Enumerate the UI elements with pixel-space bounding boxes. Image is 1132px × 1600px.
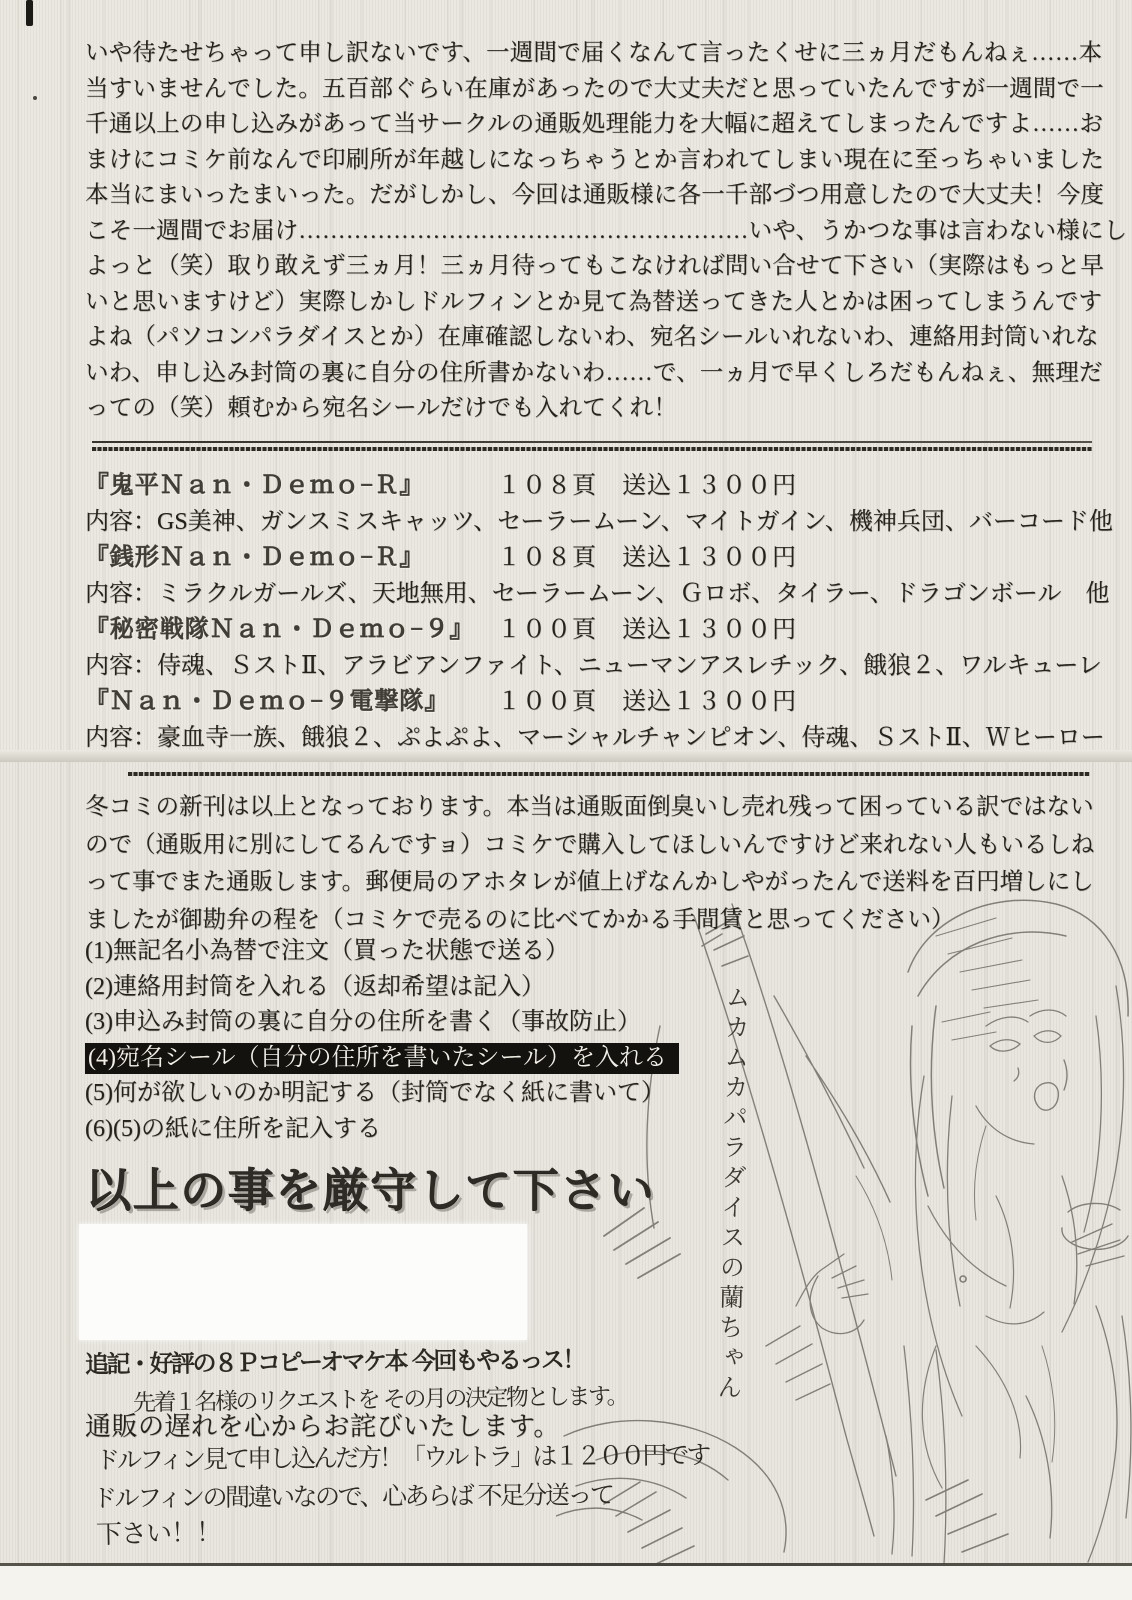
intro-line: いわ、申し込み封筒の裏に自分の住所書かないわ……で、一ヵ月で早くしろだもんねぇ、無理だ	[85, 359, 1103, 386]
intro-line: いと思いますけど）実際しかしドルフィンとか見て為替送ってきた人とかは困ってしまうんです	[85, 288, 1103, 315]
catalog-spec: １００頁 送込１３００円	[497, 689, 797, 715]
divider-dashed-line	[92, 447, 1092, 451]
intro-line: こそ一週間でお届け…………………………………………………いや、うかつな事は言わない様にし	[85, 217, 1128, 244]
order-step-3	[85, 1005, 679, 1041]
intro-line: 千通以上の申し込みがあって当サークルの通販処理能力を大幅に超えてしまったんですよ……お	[85, 111, 1104, 137]
apology-line: 通販の遅れを心からお詫びいたします。	[85, 1412, 560, 1441]
order-step-2-text: (2)連絡用封筒を入れる（返却希望は記入）	[85, 973, 545, 1000]
catalog-spec: １０８頁 送込１３００円	[497, 473, 797, 499]
catalog-spec: １０８頁 送込１３００円	[497, 545, 797, 571]
postscript-note-line1: 追記・好評の８Ｐコピーオマケ本 今回もやるっス！	[84, 1345, 585, 1379]
order-steps	[85, 934, 679, 1147]
intro-line: よっと（笑）取り敢えず三ヵ月！三ヵ月待ってもこなければ問い合せて下さい（実際はもっと早	[85, 253, 1105, 279]
scan-artifact-speck	[33, 96, 37, 100]
catalog-item-title-row	[85, 540, 1099, 576]
dolphin-note-line3: 下さい！！	[95, 1517, 222, 1551]
catalog-item-title-row	[85, 468, 1099, 504]
order-step-4-highlighted	[85, 1041, 679, 1077]
order-step-4-text: (4)宛名シール（自分の住所を書いたシール）を入れる	[85, 1043, 679, 1074]
strict-notice-heading: 以上の事を厳守して下さい	[85, 1164, 655, 1216]
mailorder-line: 冬コミの新刊は以上となっております。本当は通販面倒臭いし売れ残って困っている訳ではない	[85, 794, 1094, 820]
catalog-title: 『銭形Ｎａｎ・Ｄｅｍｏ−Ｒ』	[85, 545, 425, 571]
catalog-contents: 内容：ミラクルガールズ、天地無用、セーラームーン、Ｇロボ、タイラー、ドラゴンボール 他	[85, 581, 1110, 607]
catalog-contents: 内容：豪血寺一族、餓狼２、ぷよぷよ、マーシャルチャンピオン、侍魂、ＳストⅡ、Ｗヒーロー	[85, 725, 1105, 751]
mailorder-paragraph	[85, 789, 1105, 939]
catalog-list	[85, 468, 1113, 756]
catalog-item-title-row	[85, 612, 1099, 648]
mailorder-line: って事でまた通販します。郵便局のアホタレが値上げなんかしやがったんで送料を百円増しにし	[85, 869, 1094, 895]
intro-line: よね（パソコンパラダイスとか）在庫確認しないわ、宛名シールいれないわ、連絡用封筒いれな	[85, 324, 1099, 350]
catalog-title: 『Ｎａｎ・Ｄｅｍｏ−９電撃隊』	[85, 689, 450, 715]
order-step-6	[85, 1112, 679, 1148]
divider-rule-top	[92, 441, 1092, 453]
intro-line: 本当にまいったまいった。だがしかし、今回は通販様に各一千部づつ用意したので大丈夫！今度	[85, 182, 1105, 208]
scan-artifact-mark	[26, 0, 33, 26]
order-step-5-text: (5)何が欲しいのか明記する（封筒でなく紙に書いて）	[85, 1080, 665, 1106]
intro-line: 当すいませんでした。五百部ぐらい在庫があったので大丈夫だと思っていたんですが一週間で一	[85, 75, 1104, 102]
divider-rule-bottom	[128, 772, 1090, 776]
mailorder-line: ましたが御勘弁の程を（コミケで売るのに比べてかかる手間賃と思ってください）	[85, 906, 955, 933]
intro-line: っての（笑）頼むから宛名シールだけでも入れてくれ！	[85, 395, 678, 421]
censored-whiteout-box	[79, 1224, 527, 1340]
catalog-title: 『秘密戦隊Ｎａｎ・Ｄｅｍｏ−９』	[85, 617, 475, 643]
order-step-2	[85, 970, 679, 1006]
sketch-caption-vertical: ムカムカパラダイスの蘭ちゃん	[713, 983, 752, 1405]
dolphin-note-line2: ドルフィンの間違いなので、心あらば 不足分送って	[91, 1480, 613, 1513]
intro-line: まけにコミケ前なんで印刷所が年越しになっちゃうとか言われてしまい現在に至っちゃいました	[85, 146, 1105, 173]
order-step-1	[85, 934, 679, 970]
catalog-contents: 内容：GS美神、ガンスミスキャッツ、セーラームーン、マイトガイン、機神兵団、バーコード他	[85, 509, 1113, 535]
order-step-6-text: (6)(5)の紙に住所を記入する	[85, 1115, 381, 1142]
scanner-background	[0, 1566, 1132, 1600]
catalog-contents: 内容：侍魂、ＳストⅡ、アラビアンファイト、ニューマンアスレチック、餓狼２、ワルキューレ	[85, 653, 1102, 679]
postscript-note-line2: 先着１名様のリクエストを その月の決定物とします。	[132, 1383, 628, 1417]
dolphin-note-line1: ドルフィン見て申し込んだ方！「ウルトラ」は１２００円です	[94, 1440, 709, 1475]
catalog-title: 『鬼平Ｎａｎ・Ｄｅｍｏ−Ｒ』	[85, 473, 425, 499]
intro-line: いや待たせちゃって申し訳ないです、一週間で届くなんて言ったくせに三ヵ月だもんねぇ……本	[85, 40, 1103, 66]
divider-thin-line	[92, 441, 1092, 443]
intro-paragraph	[85, 36, 1128, 427]
mailorder-line: ので（通販用に別にしてるんですョ）コミケで購入してほしいんですけど来れない人もいるしね	[85, 831, 1095, 858]
order-step-5	[85, 1076, 679, 1112]
catalog-item-title-row	[85, 684, 1099, 720]
order-step-1-text: (1)無記名小為替で注文（買った状態で送る）	[85, 938, 569, 964]
catalog-spec: １００頁 送込１３００円	[497, 617, 797, 643]
order-step-3-text: (3)申込み封筒の裏に自分の住所を書く（事故防止）	[85, 1009, 641, 1035]
